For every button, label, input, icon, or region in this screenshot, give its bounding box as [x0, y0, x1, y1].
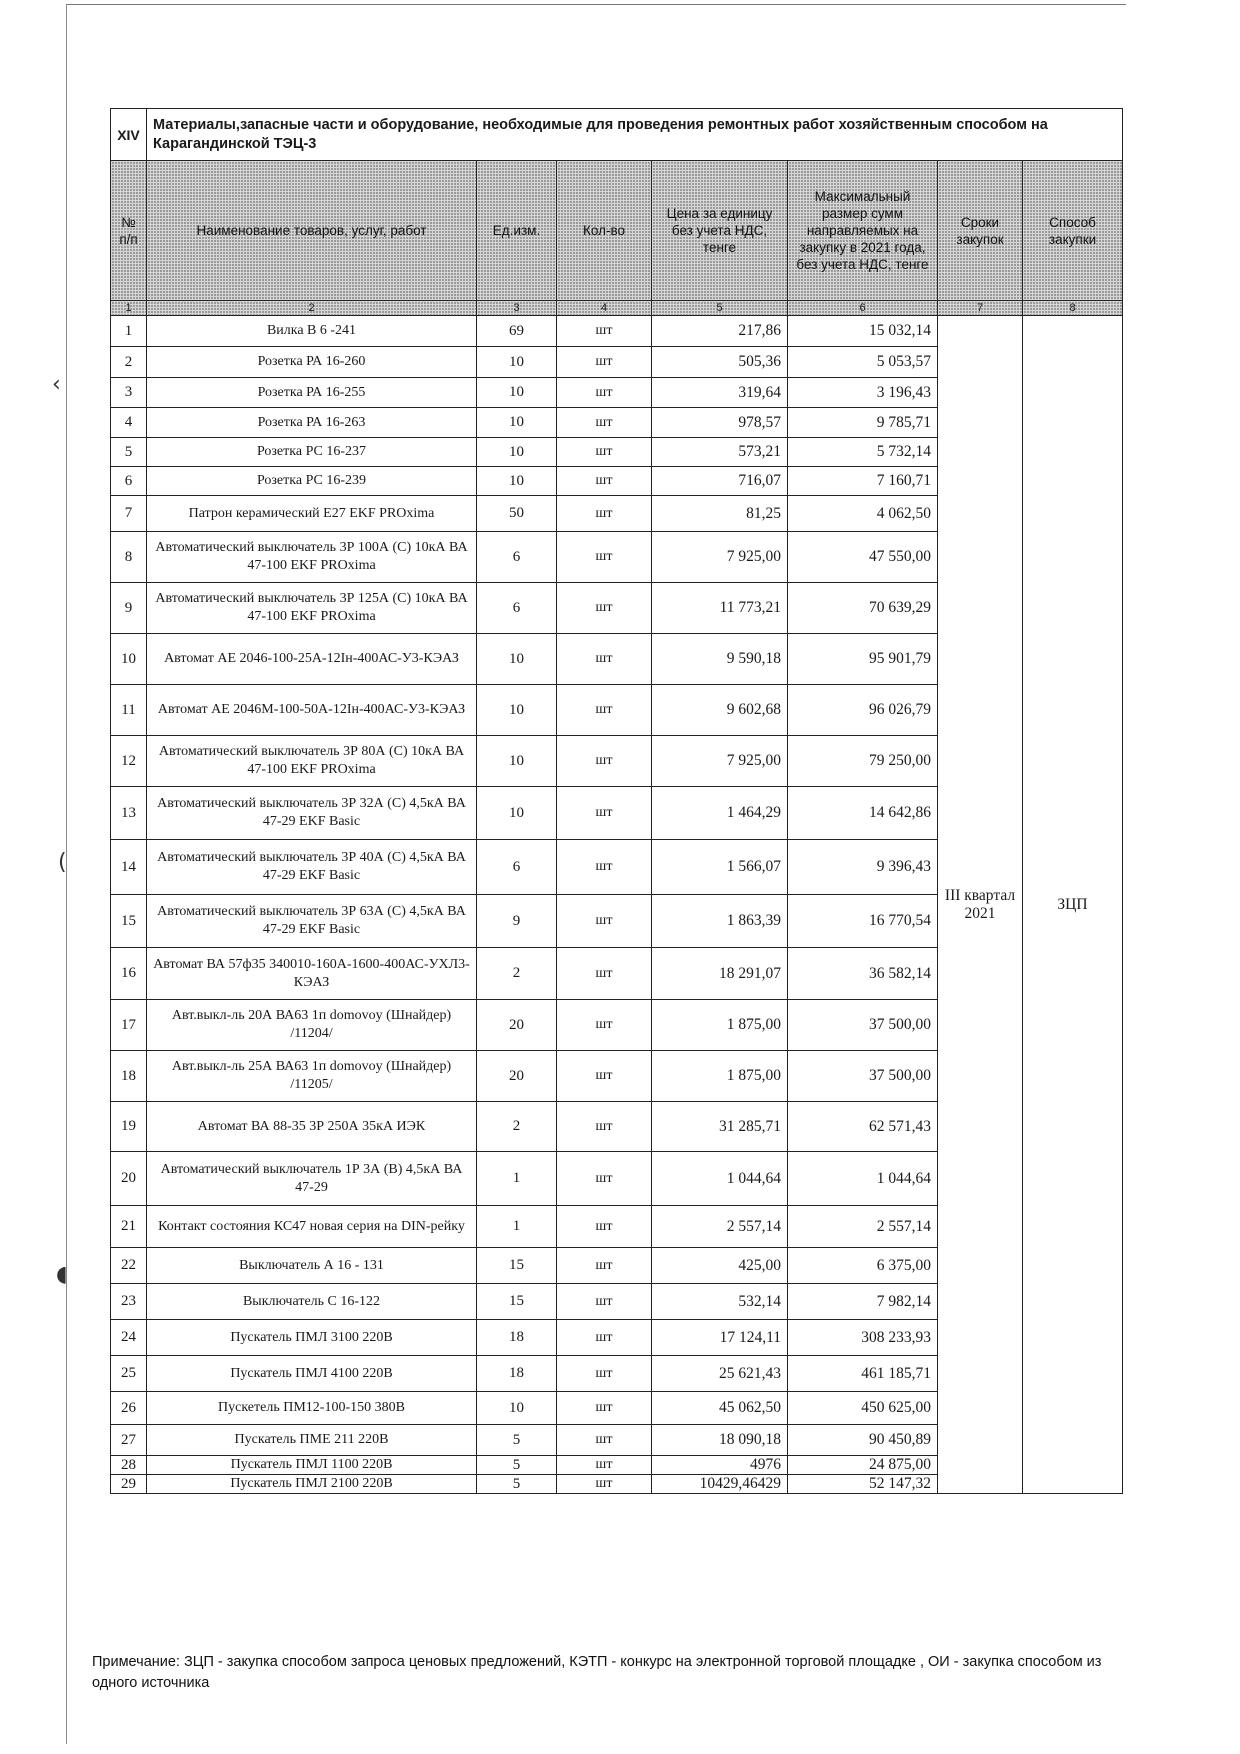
item-price: 9 602,68 [652, 685, 788, 736]
row-number: 8 [111, 532, 147, 583]
table-row [111, 316, 1123, 347]
row-number: 29 [111, 1475, 147, 1494]
item-price: 1 863,39 [652, 895, 788, 948]
column-number-row [111, 301, 1123, 316]
item-qty: 18 [477, 1320, 557, 1356]
item-price: 319,64 [652, 378, 788, 408]
item-total: 79 250,00 [788, 736, 938, 787]
item-total: 37 500,00 [788, 1000, 938, 1051]
row-number: 18 [111, 1051, 147, 1102]
item-total: 70 639,29 [788, 583, 938, 634]
item-name: Автоматический выключатель 3Р 63А (С) 4,5кА ВА 47-29 EKF Basic [147, 895, 477, 948]
item-qty: 10 [477, 438, 557, 467]
item-name: Розетка РА 16-255 [147, 378, 477, 408]
item-price: 1 464,29 [652, 787, 788, 840]
row-number: 7 [111, 496, 147, 532]
item-name: Розетка РА 16-263 [147, 408, 477, 438]
item-price: 425,00 [652, 1248, 788, 1284]
row-number: 17 [111, 1000, 147, 1051]
item-name: Пускатель ПМЛ 2100 220В [147, 1475, 477, 1494]
item-price: 4976 [652, 1456, 788, 1475]
item-price: 18 090,18 [652, 1425, 788, 1456]
row-number: 24 [111, 1320, 147, 1356]
item-unit: шт [557, 1475, 652, 1494]
row-number: 20 [111, 1152, 147, 1206]
row-number: 27 [111, 1425, 147, 1456]
item-qty: 10 [477, 685, 557, 736]
item-qty: 69 [477, 316, 557, 347]
col-header-unit: Ед.изм. [477, 161, 557, 301]
item-total: 95 901,79 [788, 634, 938, 685]
row-number: 15 [111, 895, 147, 948]
item-unit: шт [557, 496, 652, 532]
item-unit: шт [557, 347, 652, 378]
item-price: 573,21 [652, 438, 788, 467]
item-qty: 20 [477, 1051, 557, 1102]
row-number: 2 [111, 347, 147, 378]
item-name: Вилка В 6 -241 [147, 316, 477, 347]
item-unit: шт [557, 1425, 652, 1456]
col-header-qty: Кол-во [557, 161, 652, 301]
item-name: Автомат ВА 57ф35 340010-160А-1600-400АС-УХЛ3-КЭАЗ [147, 948, 477, 1000]
item-unit: шт [557, 583, 652, 634]
item-price: 81,25 [652, 496, 788, 532]
item-unit: шт [557, 1102, 652, 1152]
item-name: Автоматический выключатель 1Р 3А (В) 4,5кА ВА 47-29 [147, 1152, 477, 1206]
item-name: Розетка РА 16-260 [147, 347, 477, 378]
item-price: 7 925,00 [652, 736, 788, 787]
col-num: 4 [557, 301, 652, 316]
item-total: 2 557,14 [788, 1206, 938, 1248]
item-total: 1 044,64 [788, 1152, 938, 1206]
item-total: 308 233,93 [788, 1320, 938, 1356]
item-qty: 10 [477, 378, 557, 408]
item-price: 1 875,00 [652, 1051, 788, 1102]
item-total: 7 160,71 [788, 467, 938, 496]
item-unit: шт [557, 685, 652, 736]
item-qty: 10 [477, 467, 557, 496]
item-price: 18 291,07 [652, 948, 788, 1000]
item-name: Пускатель ПМЛ 1100 220В [147, 1456, 477, 1475]
row-number: 28 [111, 1456, 147, 1475]
item-price: 1 566,07 [652, 840, 788, 895]
item-qty: 9 [477, 895, 557, 948]
scan-edge-top [66, 4, 1126, 5]
section-header-row [111, 109, 1123, 161]
row-number: 23 [111, 1284, 147, 1320]
item-total: 6 375,00 [788, 1248, 938, 1284]
item-qty: 1 [477, 1152, 557, 1206]
item-total: 461 185,71 [788, 1356, 938, 1392]
item-total: 9 785,71 [788, 408, 938, 438]
row-number: 3 [111, 378, 147, 408]
item-price: 1 044,64 [652, 1152, 788, 1206]
row-number: 11 [111, 685, 147, 736]
item-total: 24 875,00 [788, 1456, 938, 1475]
col-num: 8 [1023, 301, 1123, 316]
item-unit: шт [557, 1392, 652, 1425]
row-number: 16 [111, 948, 147, 1000]
item-unit: шт [557, 316, 652, 347]
item-name: Авт.выкл-ль 20А ВА63 1п domovoy (Шнайдер) /11204/ [147, 1000, 477, 1051]
row-number: 5 [111, 438, 147, 467]
item-unit: шт [557, 532, 652, 583]
item-price: 1 875,00 [652, 1000, 788, 1051]
item-qty: 15 [477, 1248, 557, 1284]
item-total: 14 642,86 [788, 787, 938, 840]
item-name: Автоматический выключатель 3Р 100А (С) 10кА ВА 47-100 EKF PROxima [147, 532, 477, 583]
item-unit: шт [557, 634, 652, 685]
item-qty: 18 [477, 1356, 557, 1392]
item-unit: шт [557, 1051, 652, 1102]
row-number: 13 [111, 787, 147, 840]
col-header-number: № п/п [111, 161, 147, 301]
scan-mark-3: ◖ [56, 1262, 68, 1287]
item-price: 7 925,00 [652, 532, 788, 583]
item-unit: шт [557, 1206, 652, 1248]
procurement-method: ЗЦП [1023, 316, 1123, 1494]
item-total: 62 571,43 [788, 1102, 938, 1152]
item-total: 15 032,14 [788, 316, 938, 347]
item-name: Контакт состояния КС47 новая серия на DIN-рейку [147, 1206, 477, 1248]
item-unit: шт [557, 787, 652, 840]
item-qty: 1 [477, 1206, 557, 1248]
item-price: 716,07 [652, 467, 788, 496]
footnote: Примечание: ЗЦП - закупка способом запроса ценовых предложений, КЭТП - конкурс на электронной торговой площадке , ОИ - закупка способом из одного источника [92, 1654, 1102, 1691]
item-price: 45 062,50 [652, 1392, 788, 1425]
item-price: 2 557,14 [652, 1206, 788, 1248]
col-num: 3 [477, 301, 557, 316]
item-price: 31 285,71 [652, 1102, 788, 1152]
col-num: 5 [652, 301, 788, 316]
item-price: 17 124,11 [652, 1320, 788, 1356]
col-header-total: Максимальный размер сумм направляемых на закупку в 2021 года, без учета НДС, тенге [788, 161, 938, 301]
item-total: 96 026,79 [788, 685, 938, 736]
item-qty: 10 [477, 1392, 557, 1425]
item-unit: шт [557, 948, 652, 1000]
item-name: Пускетель ПМ12-100-150 380В [147, 1392, 477, 1425]
item-total: 37 500,00 [788, 1051, 938, 1102]
item-price: 505,36 [652, 347, 788, 378]
procurement-period: III квартал 2021 [938, 316, 1023, 1494]
row-number: 6 [111, 467, 147, 496]
item-total: 450 625,00 [788, 1392, 938, 1425]
item-qty: 10 [477, 634, 557, 685]
item-unit: шт [557, 438, 652, 467]
col-num: 1 [111, 301, 147, 316]
item-name: Розетка РС 16-237 [147, 438, 477, 467]
item-total: 47 550,00 [788, 532, 938, 583]
item-price: 217,86 [652, 316, 788, 347]
col-header-period: Сроки закупок [938, 161, 1023, 301]
item-name: Пускатель ПМЛ 4100 220В [147, 1356, 477, 1392]
item-name: Выключатель А 16 - 131 [147, 1248, 477, 1284]
item-total: 9 396,43 [788, 840, 938, 895]
item-price: 25 621,43 [652, 1356, 788, 1392]
row-number: 19 [111, 1102, 147, 1152]
procurement-table [110, 108, 1123, 1494]
item-unit: шт [557, 736, 652, 787]
item-total: 52 147,32 [788, 1475, 938, 1494]
item-unit: шт [557, 1320, 652, 1356]
item-qty: 10 [477, 347, 557, 378]
col-header-price: Цена за единицу без учета НДС, тенге [652, 161, 788, 301]
item-name: Автоматический выключатель 3Р 80А (С) 10кА ВА 47-100 EKF PROxima [147, 736, 477, 787]
scan-mark-2: ( [58, 850, 67, 875]
item-name: Авт.выкл-ль 25А ВА63 1п domovoy (Шнайдер) /11205/ [147, 1051, 477, 1102]
item-qty: 5 [477, 1456, 557, 1475]
item-total: 5 732,14 [788, 438, 938, 467]
item-unit: шт [557, 1356, 652, 1392]
col-header-name: Наименование товаров, услуг, работ [147, 161, 477, 301]
item-qty: 10 [477, 736, 557, 787]
item-name: Автомат ВА 88-35 3Р 250А 35кА ИЭК [147, 1102, 477, 1152]
item-qty: 50 [477, 496, 557, 532]
item-qty: 10 [477, 408, 557, 438]
item-name: Автоматический выключатель 3Р 40А (С) 4,5кА ВА 47-29 EKF Basic [147, 840, 477, 895]
item-unit: шт [557, 378, 652, 408]
row-number: 25 [111, 1356, 147, 1392]
item-price: 532,14 [652, 1284, 788, 1320]
item-name: Розетка РС 16-239 [147, 467, 477, 496]
item-price: 11 773,21 [652, 583, 788, 634]
item-price: 978,57 [652, 408, 788, 438]
col-num: 2 [147, 301, 477, 316]
item-total: 7 982,14 [788, 1284, 938, 1320]
item-unit: шт [557, 895, 652, 948]
item-unit: шт [557, 1000, 652, 1051]
col-num: 6 [788, 301, 938, 316]
column-header-row [111, 161, 1123, 301]
col-header-method: Способ закупки [1023, 161, 1123, 301]
item-qty: 5 [477, 1475, 557, 1494]
row-number: 4 [111, 408, 147, 438]
row-number: 10 [111, 634, 147, 685]
item-qty: 6 [477, 583, 557, 634]
item-qty: 15 [477, 1284, 557, 1320]
item-unit: шт [557, 1456, 652, 1475]
row-number: 9 [111, 583, 147, 634]
item-unit: шт [557, 1284, 652, 1320]
item-qty: 6 [477, 532, 557, 583]
scan-mark-1: ‹ [52, 372, 61, 397]
item-name: Выключатель С 16-122 [147, 1284, 477, 1320]
item-name: Патрон керамический E27 EKF PROxima [147, 496, 477, 532]
item-total: 90 450,89 [788, 1425, 938, 1456]
row-number: 12 [111, 736, 147, 787]
col-num: 7 [938, 301, 1023, 316]
row-number: 21 [111, 1206, 147, 1248]
table-body [111, 316, 1123, 1494]
row-number: 14 [111, 840, 147, 895]
item-unit: шт [557, 408, 652, 438]
item-unit: шт [557, 467, 652, 496]
item-price: 9 590,18 [652, 634, 788, 685]
item-qty: 5 [477, 1425, 557, 1456]
item-total: 3 196,43 [788, 378, 938, 408]
item-name: Автоматический выключатель 3Р 32А (С) 4,5кА ВА 47-29 EKF Basic [147, 787, 477, 840]
item-total: 16 770,54 [788, 895, 938, 948]
item-qty: 2 [477, 948, 557, 1000]
section-number: XIV [111, 109, 147, 161]
item-name: Автомат АЕ 2046М-100-50А-12Iн-400АС-У3-КЭАЗ [147, 685, 477, 736]
item-qty: 6 [477, 840, 557, 895]
item-unit: шт [557, 1248, 652, 1284]
row-number: 1 [111, 316, 147, 347]
item-qty: 20 [477, 1000, 557, 1051]
item-name: Автоматический выключатель 3Р 125А (С) 10кА ВА 47-100 EKF PROxima [147, 583, 477, 634]
item-name: Пускатель ПМЛ 3100 220В [147, 1320, 477, 1356]
item-total: 4 062,50 [788, 496, 938, 532]
item-unit: шт [557, 1152, 652, 1206]
item-qty: 2 [477, 1102, 557, 1152]
item-price: 10429,46429 [652, 1475, 788, 1494]
item-qty: 10 [477, 787, 557, 840]
item-name: Автомат АЕ 2046-100-25А-12Iн-400АС-У3-КЭАЗ [147, 634, 477, 685]
item-name: Пускатель ПМЕ 211 220В [147, 1425, 477, 1456]
item-unit: шт [557, 840, 652, 895]
item-total: 5 053,57 [788, 347, 938, 378]
section-title: Материалы,запасные части и оборудование, необходимые для проведения ремонтных работ хозяйственным способом на Карагандинской ТЭЦ-3 [147, 109, 1123, 161]
row-number: 26 [111, 1392, 147, 1425]
row-number: 22 [111, 1248, 147, 1284]
item-total: 36 582,14 [788, 948, 938, 1000]
